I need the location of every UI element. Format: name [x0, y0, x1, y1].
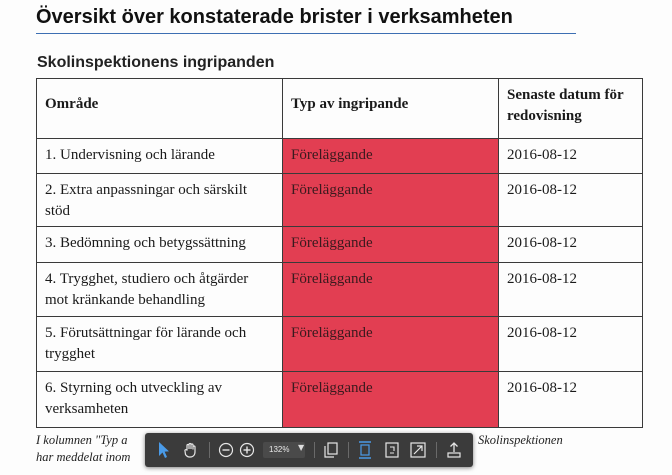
toolbar-separator [209, 442, 210, 458]
zoom-in-icon[interactable] [238, 440, 256, 460]
select-arrow-icon[interactable] [155, 440, 173, 460]
document-title: Översikt över konstaterade brister i verksamheten [36, 6, 513, 28]
fit-page-icon[interactable] [383, 440, 401, 460]
chevron-down-icon[interactable]: ▼ [298, 443, 305, 452]
share-export-icon[interactable] [445, 440, 463, 460]
cell-area: 6. Styrning och utveckling av verksamheten [37, 372, 283, 428]
header-type: Typ av ingripande [283, 79, 499, 139]
toolbar-separator [314, 442, 315, 458]
cell-date: 2016-08-12 [499, 139, 643, 174]
ingripanden-table [36, 78, 643, 428]
cell-area: 3. Bedömning och betygssättning [37, 227, 283, 263]
header-area: Område [37, 79, 283, 139]
section-heading: Skolinspektionens ingripanden [37, 54, 275, 71]
zoom-level-dropdown[interactable]: 132% [263, 442, 305, 458]
pdf-floating-toolbar [145, 433, 473, 467]
cell-date: 2016-08-12 [499, 263, 643, 317]
cell-type: Föreläggande [283, 139, 499, 174]
toolbar-separator [348, 442, 349, 458]
footnote-line1-end: Skolinspektionen [478, 433, 563, 447]
cell-type: Föreläggande [283, 317, 499, 372]
cell-area: 5. Förutsättningar för lärande och trygghet [37, 317, 283, 372]
fullscreen-icon[interactable] [409, 440, 427, 460]
footnote-line1-start: I kolumnen "Typ a [36, 433, 128, 447]
cell-area: 2. Extra anpassningar och särskilt stöd [37, 174, 283, 227]
table-row [37, 263, 643, 317]
cell-date: 2016-08-12 [499, 317, 643, 372]
cell-date: 2016-08-12 [499, 227, 643, 263]
toolbar-separator [436, 442, 437, 458]
footnote-line2: har meddelat inom [36, 450, 131, 464]
table-header-row [37, 79, 643, 139]
header-date: Senaste datum för redovisning [499, 79, 643, 139]
cell-date: 2016-08-12 [499, 372, 643, 428]
title-underline [36, 33, 576, 34]
hand-pan-icon[interactable] [181, 440, 201, 460]
copy-pages-icon[interactable] [322, 440, 340, 460]
table-row [37, 372, 643, 428]
cell-type: Föreläggande [283, 174, 499, 227]
cell-type: Föreläggande [283, 263, 499, 317]
cell-type: Föreläggande [283, 227, 499, 263]
cell-area: 4. Trygghet, studiero och åtgärder mot kränkande behandling [37, 263, 283, 317]
table-row [37, 227, 643, 263]
table-row [37, 174, 643, 227]
table-row [37, 139, 643, 174]
cell-date: 2016-08-12 [499, 174, 643, 227]
cell-area: 1. Undervisning och lärande [37, 139, 283, 174]
cell-type: Föreläggande [283, 372, 499, 428]
zoom-out-icon[interactable] [217, 440, 235, 460]
table-row [37, 317, 643, 372]
fit-width-icon[interactable] [356, 440, 374, 460]
